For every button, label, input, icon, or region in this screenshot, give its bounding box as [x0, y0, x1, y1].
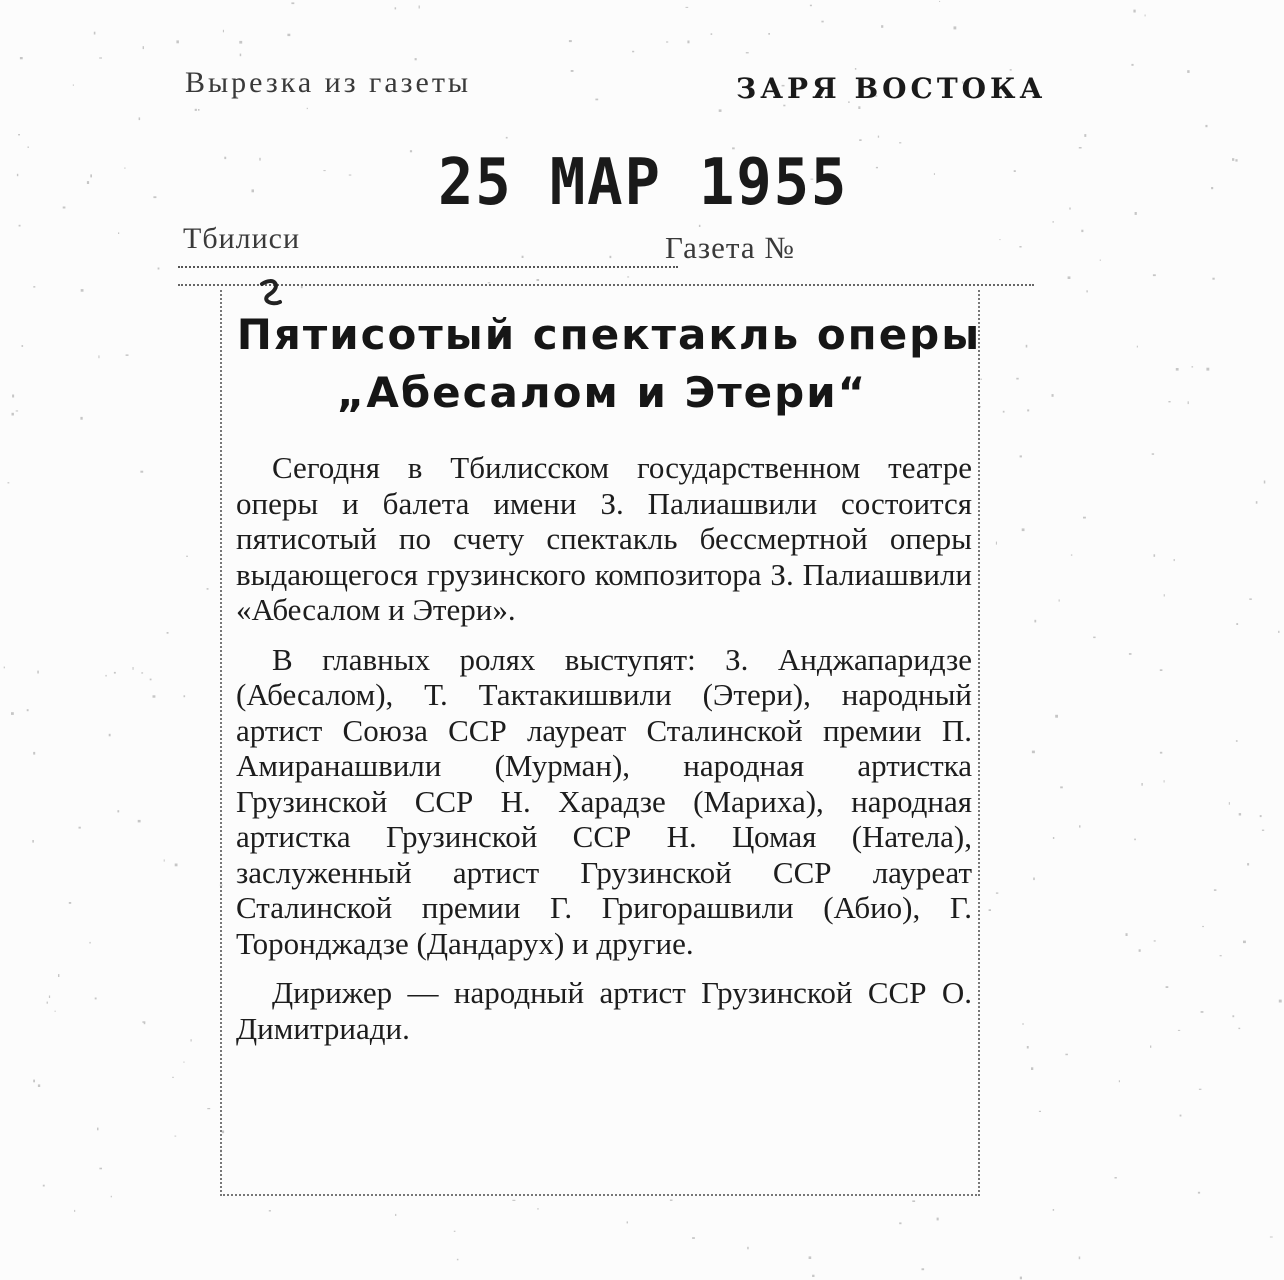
headline-line-2: „Абесалом и Этери“: [336, 368, 868, 417]
article-clipping: [220, 290, 980, 1196]
newspaper-name: ЗАРЯ ВОСТОКА: [736, 72, 1047, 105]
article-paragraph: Сегодня в Тбилисском государственном театре оперы и балета имени З. Палиашвили состоится пятисотый по счету спектакль бессмертной оперы выдающегося грузинского композитора З. Палиашвили «Абесалом и Этери».: [236, 450, 972, 627]
article-body: [236, 450, 972, 1060]
article-paragraph: Дирижер — народный артист Грузинской ССР О. Димитриади.: [236, 975, 972, 1046]
article-paragraph: В главных ролях выступят: З. Анджапаридзе (Абесалом), Т. Тактакишвили (Этери), народный артист Союза ССР лауреат Сталинской премии П. Амиранашвили (Мурман), народная артистка Грузинской ССР Н. Харадзе (Мариха), народная артистка Грузинской ССР Н. Цомая (Натела), заслуженный артист Грузинской ССР лауреат Сталинской премии Г. Григорашвили (Абио), Г. Торонджадзе (Дандарух) и другие.: [236, 641, 972, 961]
clipping-source-label: Вырезка из газеты: [185, 66, 472, 99]
headline-line-1: Пятисотый спектакль оперы: [236, 310, 982, 359]
gazette-number-label: Газета №: [665, 230, 795, 265]
form-divider-line: [178, 266, 678, 268]
date-stamp: 25 МАР 1955: [438, 146, 849, 220]
city-label: Тбилиси: [183, 222, 301, 255]
article-headline: [222, 306, 982, 422]
form-divider-line-long: [178, 284, 1034, 286]
